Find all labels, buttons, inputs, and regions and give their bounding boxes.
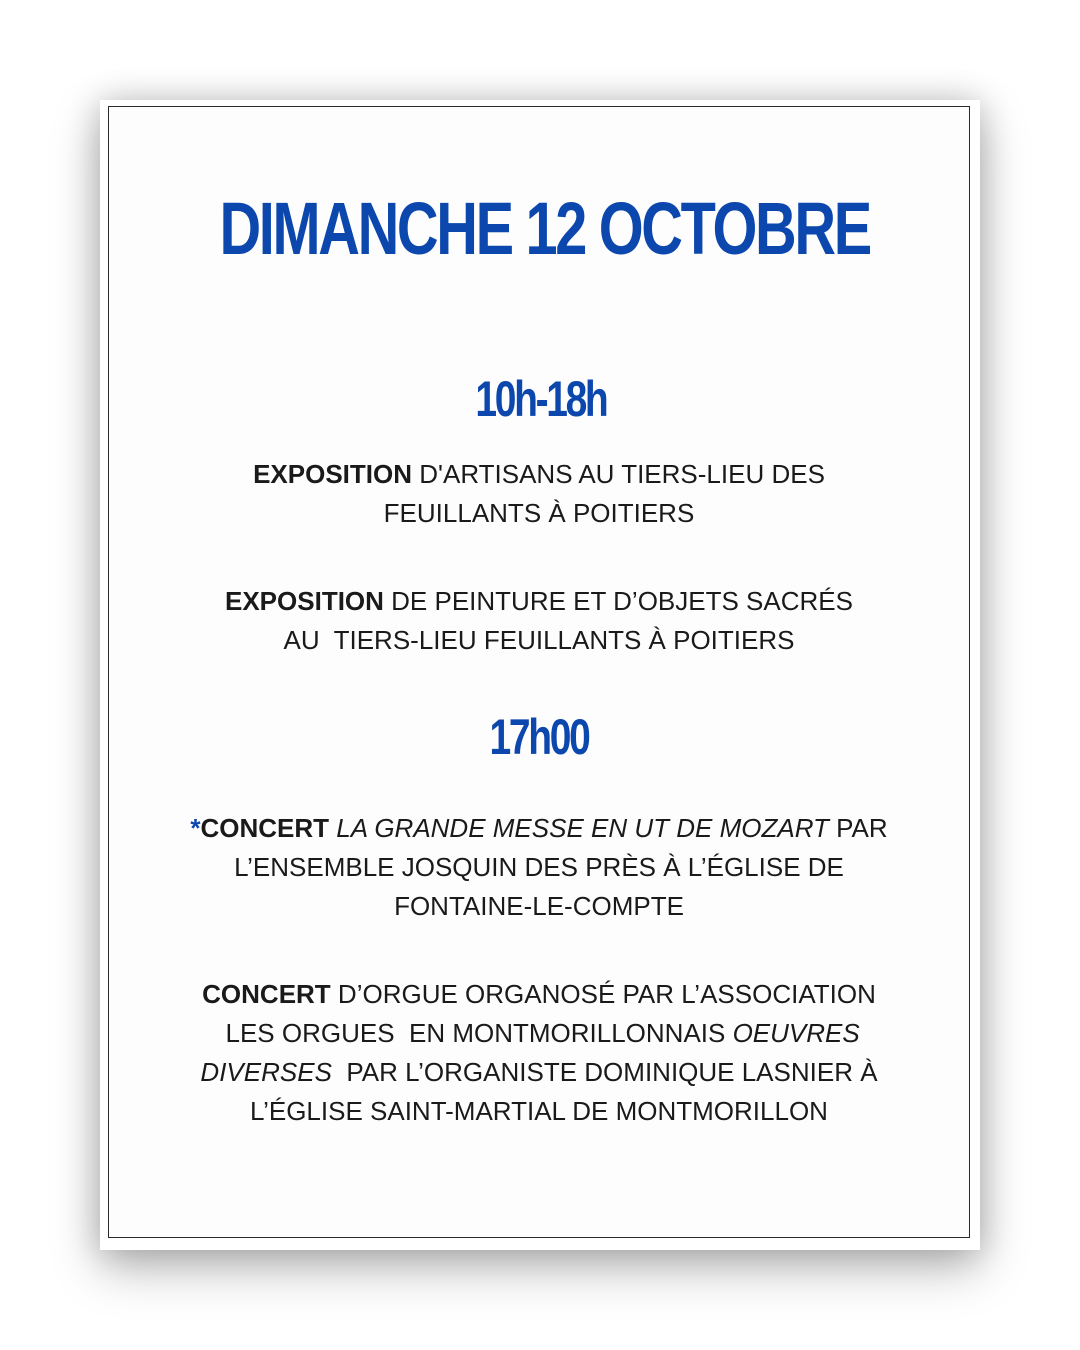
event-line — [109, 1053, 969, 1092]
event-type-label: EXPOSITION — [225, 586, 384, 616]
event-type-label: CONCERT — [200, 813, 330, 843]
page-title: DIMANCHE 12 OCTOBRE — [219, 187, 870, 270]
event-type-label: CONCERT — [202, 979, 331, 1009]
event-line: L’ÉGLISE SAINT-MARTIAL DE MONTMORILLON — [250, 1096, 828, 1126]
event-line — [109, 809, 969, 848]
event-text: D’ORGUE ORGANOSÉ PAR L’ASSOCIATION — [330, 979, 876, 1009]
event-work-title: DIVERSES — [200, 1057, 332, 1087]
event-line — [109, 582, 969, 621]
event-card — [108, 106, 970, 1238]
time-heading-morning: 10h-18h — [475, 371, 607, 427]
asterisk-marker: * — [190, 813, 201, 843]
event-work-title: OEUVRES — [732, 1018, 860, 1048]
event-item-concert-orgue — [109, 975, 969, 1131]
event-line — [109, 975, 969, 1014]
event-text: PAR L’ORGANISTE DOMINIQUE LASNIER À — [331, 1057, 878, 1087]
event-type-label: EXPOSITION — [253, 459, 413, 489]
event-item-concert-mozart — [109, 809, 969, 926]
event-text: PAR — [828, 813, 888, 843]
event-text: D'ARTISANS AU TIERS-LIEU DES — [412, 459, 825, 489]
event-line — [109, 1014, 969, 1053]
event-line — [109, 455, 969, 494]
event-line: L’ENSEMBLE JOSQUIN DES PRÈS À L’ÉGLISE DE — [234, 852, 844, 882]
event-item-exposition-peinture — [109, 582, 969, 660]
event-work-title: LA GRANDE MESSE EN UT DE MOZART — [329, 813, 829, 843]
event-text: LES ORGUES EN MONTMORILLONNAIS — [218, 1018, 733, 1048]
event-line: AU TIERS-LIEU FEUILLANTS À POITIERS — [283, 625, 795, 655]
event-item-exposition-artisans — [109, 455, 969, 533]
event-line: FEUILLANTS À POITIERS — [383, 498, 695, 528]
event-text: DE PEINTURE ET D’OBJETS SACRÉS — [383, 586, 853, 616]
time-heading-evening: 17h00 — [489, 709, 589, 765]
event-line: FONTAINE-LE-COMPTE — [394, 891, 684, 921]
